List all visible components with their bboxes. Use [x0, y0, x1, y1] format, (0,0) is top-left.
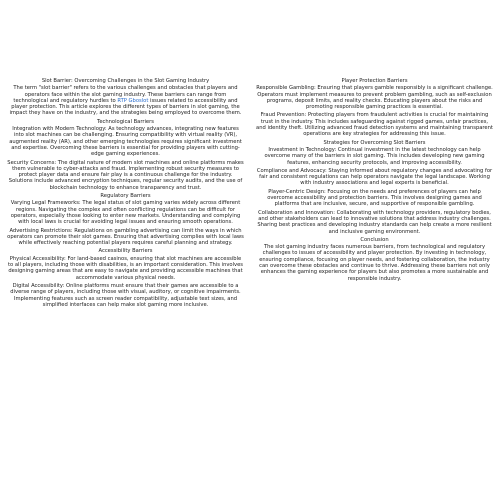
investment-paragraph: Investment in Technology: Continual investment in the latest technology can help overcome many of the barriers in slot gaming. This includes developing new gaming features, enhancing security protocols, and improving accessibility. [264, 146, 485, 166]
right-column [256, 77, 493, 500]
responsible-gambling-paragraph: Responsible Gambling: Ensuring that players gamble responsibly is a significant challenge. Operators must implement measures to prevent problem gambling, such as self-exclusion programs, deposit limits, and reality checks. Educating players about the risks and promoting responsible gaming practices is essential. [256, 85, 493, 111]
player-protection-heading: Player Protection Barriers [341, 78, 408, 84]
technological-barriers-heading: Technological Barriers [97, 118, 154, 125]
conclusion-paragraph: The slot gaming industry faces numerous barriers, from technological and regulatory challenges to issues of accessibility and player protection. By investing in technology, ensuring compliance, focusing on player needs, and fostering collaboration, the industry can overcome these obstacles and continue to thrive. Addressing these barriers not only enhances the gaming experience for players but also promotes a more sustainable and responsible industry. [259, 244, 490, 282]
left-column [7, 77, 244, 500]
intro-text-b: issues related to accessibility and player protection. This article explores the different types of barriers in slot gaming, the impact they have on the industry, and the strategies being employed to overcome them. [9, 97, 242, 117]
integration-paragraph: Integration with Modern Technology: As technology advances, integrating new features into slot machines can be challenging. Ensuring compatibility with virtual reality (VR), augmented reality (AR), and other emerging technologies requires significant investment and expertise. Overcoming these barriers is essential for providing players with cutting-edge gaming experiences. [9, 126, 242, 158]
compliance-paragraph: Compliance and Advocacy: Staying informed about regulatory changes and advocating for fair and consistent regulations can help operators navigate the legal landscape. Working with industry associations and legal experts is beneficial. [256, 167, 493, 187]
conclusion-heading: Conclusion [360, 236, 389, 243]
article-title: Slot Barrier: Overcoming Challenges in the Slot Gaming Industry [41, 78, 210, 84]
intro-text-a: The term "slot barrier" refers to the various challenges and obstacles that players and operators face within the slot gaming industry. These barriers can range from technological and regulatory hurdles to [13, 85, 238, 104]
digital-accessibility-paragraph: Digital Accessibility: Online platforms must ensure that their games are accessible to a diverse range of players, including those with visual, auditory, or cognitive impairments. Implementing features such as screen reader compatibility, adjustable text sizes, and simplified interfaces can help make slot gaming more inclusive. [10, 282, 241, 308]
collaboration-paragraph: Collaboration and Innovation: Collaborating with technology providers, regulatory bodies, and other stakeholders can lead to innovative solutions that address industry challenges. Sharing best practices and developing industry standards can help create a more resilient and inclusive gaming environment. [257, 209, 492, 235]
regulatory-barriers-heading: Regulatory Barriers [100, 193, 151, 200]
strategies-heading: Strategies for Overcoming Slot Barriers [323, 139, 426, 146]
legal-frameworks-paragraph: Varying Legal Frameworks: The legal status of slot gaming varies widely across different regions. Navigating the complex and often conflicting regulations can be difficult for operators, especially those looking to enter new markets. Understanding and complying with local laws is crucial for avoiding legal issues and ensuring smooth operations. [10, 200, 241, 226]
player-centric-paragraph: Player-Centric Design: Focusing on the needs and preferences of players can help overcome accessibility and protection barriers. This involves designing games and platforms that are inclusive, secure, and supportive of responsible gambling. [267, 188, 482, 208]
intro-paragraph [7, 85, 244, 116]
rtp-gboslot-link[interactable]: RTP Gboslot [117, 97, 149, 104]
physical-accessibility-paragraph: Physical Accessibility: For land-based casinos, ensuring that slot machines are accessible to all players, including those with disabilities, is an important consideration. This involves designing gaming areas that are easy to navigate and providing accessible machines that accommodate various physical needs. [7, 255, 244, 281]
fraud-prevention-paragraph: Fraud Prevention: Protecting players from fraudulent activities is crucial for maintaining trust in the industry. This includes safeguarding against rigged games, unfair practices, and identity theft. Utilizing advanced fraud detection systems and maintaining transparent operations are key strategies for addressing this issue. [256, 112, 493, 138]
advertising-paragraph: Advertising Restrictions: Regulations on gambling advertising can limit the ways in which operators can promote their slot games. Ensuring that advertising complies with local laws while effectively reaching potential players requires careful planning and strategy. [7, 227, 244, 247]
accessibility-barriers-heading: Accessibility Barriers [98, 248, 153, 255]
security-paragraph: Security Concerns: The digital nature of modern slot machines and online platforms makes them vulnerable to cyber-attacks and fraud. Implementing robust security measures to protect player data and ensure fair play is a continuous challenge for the industry. Solutions include advanced encryption techniques, regular security audits, and the use of blockchain technology to enhance transparency and trust. [7, 159, 244, 191]
